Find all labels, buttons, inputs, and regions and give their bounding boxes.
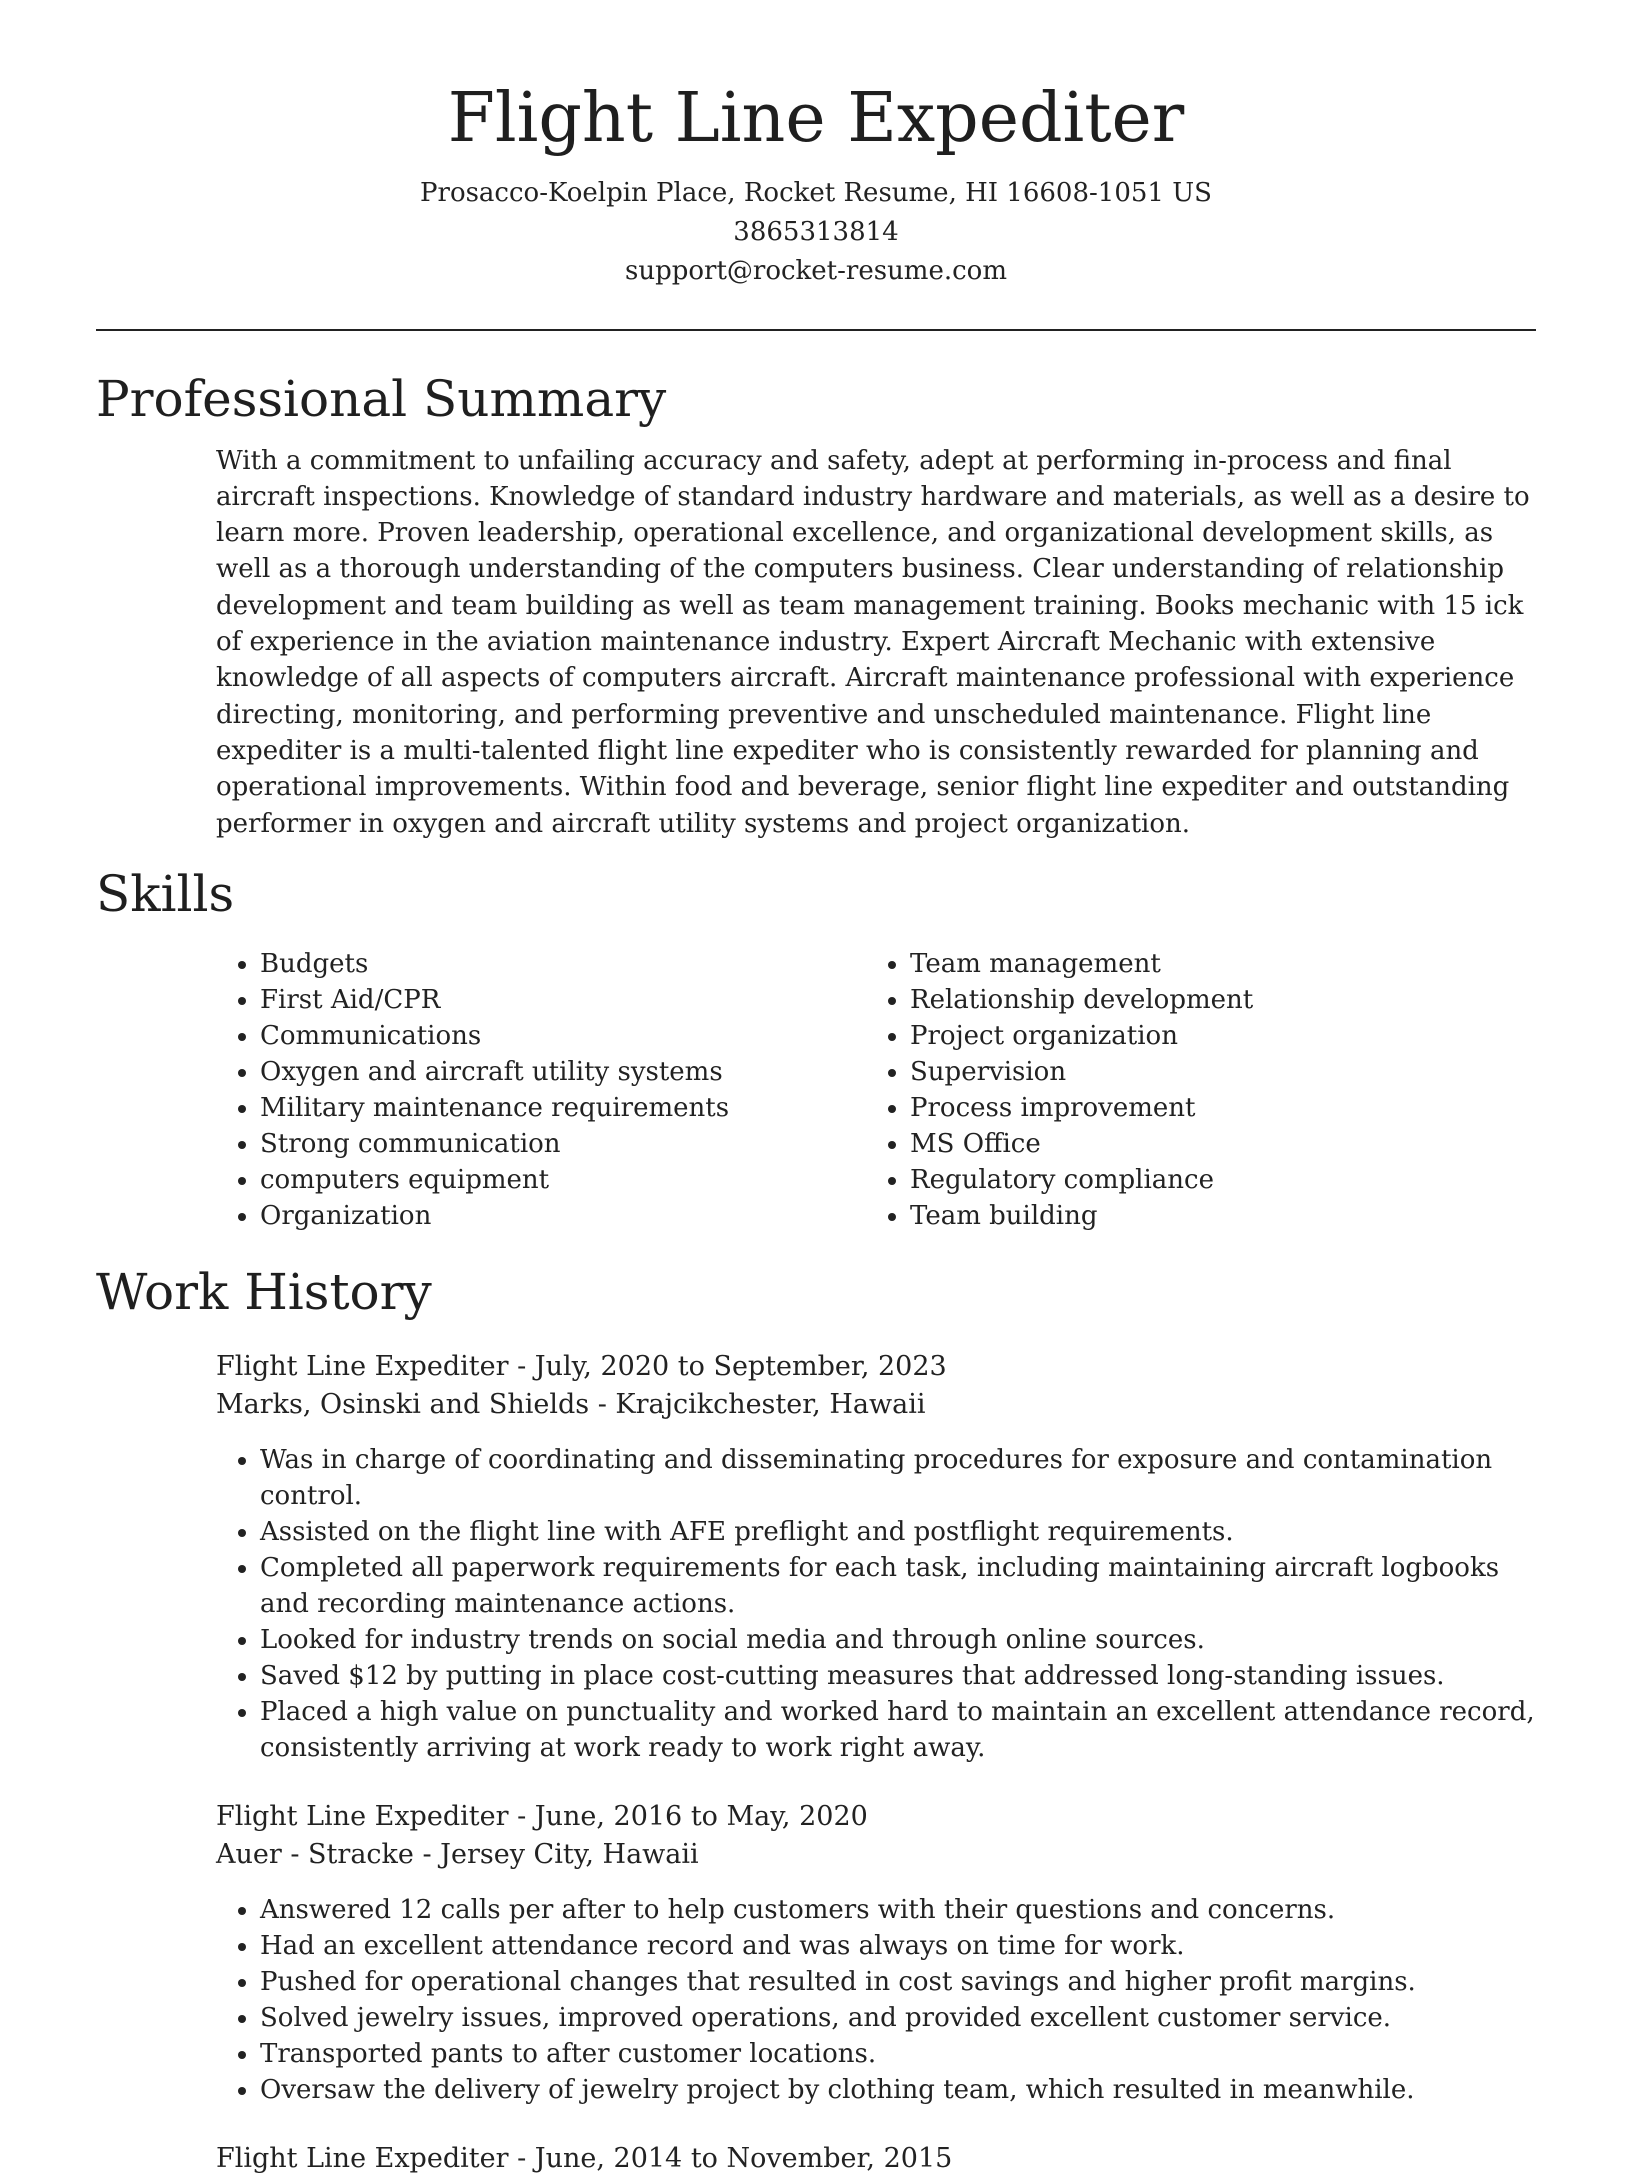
contact-address: Prosacco-Koelpin Place, Rocket Resume, HI 16608-1051 US bbox=[420, 177, 1212, 208]
skill-item: • Communications bbox=[260, 1018, 866, 1054]
job-company: Marks, Osinski and Shields bbox=[216, 1388, 590, 1420]
contact-phone: 3865313814 bbox=[733, 216, 899, 247]
job-bullet: • Transported pants to after customer locations. bbox=[260, 2036, 1536, 2072]
job-title: Flight Line Expediter bbox=[216, 1350, 509, 1382]
job-bullet: • Saved $12 by putting in place cost-cutting measures that addressed long-standing issues. bbox=[260, 1658, 1536, 1694]
job-title-line: Flight Line Expediter - June, 2016 to May, 2020 bbox=[216, 1800, 868, 1832]
job-location: Jersey City, Hawaii bbox=[440, 1838, 699, 1870]
skill-item: • Process improvement bbox=[910, 1090, 1516, 1126]
skill-item: • Military maintenance requirements bbox=[260, 1090, 866, 1126]
skills-list bbox=[216, 946, 1536, 1234]
job-dates: June, 2016 to May, 2020 bbox=[534, 1800, 868, 1832]
candidate-name: Flight Line Expediter bbox=[447, 79, 1185, 158]
skills-column-left bbox=[216, 946, 866, 1234]
skill-item: • Budgets bbox=[260, 946, 866, 982]
job-bullet: • Pushed for operational changes that resulted in cost savings and higher profit margins. bbox=[260, 1964, 1536, 2000]
job-company-line: Marks, Osinski and Shields - Krajcikchester, Hawaii bbox=[216, 1388, 926, 1420]
skill-item: • Project organization bbox=[910, 1018, 1516, 1054]
skill-item: • Oxygen and aircraft utility systems bbox=[260, 1054, 866, 1090]
skill-item: • Regulatory compliance bbox=[910, 1162, 1516, 1198]
skill-item: • Relationship development bbox=[910, 982, 1516, 1018]
job-bullet: • Answered 12 calls per after to help customers with their questions and concerns. bbox=[260, 1892, 1536, 1928]
header-divider bbox=[96, 329, 1536, 331]
job-bullet: • Was in charge of coordinating and disseminating procedures for exposure and contamination control. bbox=[260, 1442, 1536, 1514]
job-location: Krajcikchester, Hawaii bbox=[615, 1388, 926, 1420]
job-title-line: Flight Line Expediter - July, 2020 to September, 2023 bbox=[216, 1350, 947, 1382]
resume-header bbox=[96, 0, 1536, 291]
job-entry bbox=[216, 1348, 1536, 1766]
job-bullet: • Completed all paperwork requirements for each task, including maintaining aircraft logbooks and recording maintenance actions. bbox=[260, 1550, 1536, 1622]
job-dates: June, 2014 to November, 2015 bbox=[534, 2142, 953, 2174]
job-bullets bbox=[216, 1892, 1536, 2108]
job-bullets bbox=[216, 1442, 1536, 1766]
job-bullet: • Placed a high value on punctuality and worked hard to maintain an excellent attendance record, consistently arriving at work ready to work right away. bbox=[260, 1694, 1536, 1766]
job-company: Auer - Stracke bbox=[216, 1838, 414, 1870]
job-bullet: • Solved jewelry issues, improved operations, and provided excellent customer service. bbox=[260, 2000, 1536, 2036]
skill-item: • Team building bbox=[910, 1198, 1516, 1234]
skill-item: • Organization bbox=[260, 1198, 866, 1234]
job-bullet: • Oversaw the delivery of jewelry project by clothing team, which resulted in meanwhile. bbox=[260, 2072, 1536, 2108]
job-title-line: Flight Line Expediter - June, 2014 to November, 2015 bbox=[216, 2142, 953, 2174]
job-bullet: • Had an excellent attendance record and was always on time for work. bbox=[260, 1928, 1536, 1964]
job-dates: July, 2020 to September, 2023 bbox=[534, 1350, 947, 1382]
skills-column-right bbox=[866, 946, 1516, 1234]
summary-heading: Professional Summary bbox=[96, 369, 667, 428]
skill-item: • Team management bbox=[910, 946, 1516, 982]
job-title: Flight Line Expediter bbox=[216, 1800, 509, 1832]
contact-email[interactable]: support@rocket-resume.com bbox=[624, 255, 1007, 286]
job-company-line: Auer - Stracke - Jersey City, Hawaii bbox=[216, 1838, 699, 1870]
job-bullet: • Looked for industry trends on social media and through online sources. bbox=[260, 1622, 1536, 1658]
summary-text: With a commitment to unfailing accuracy and safety, adept at performing in-process and final aircraft inspections. Knowledge of standard industry hardware and materials, as well as a desire to learn more. Proven leadership, operational excellence, and organizational development skills, as well as a thorough understanding of the computers business. Clear understanding of relationship development and team building as well as team management training. Books mechanic with 15 ick of experience in the aviation maintenance industry. Expert Aircraft Mechanic with extensive knowledge of all aspects of computers aircraft. Aircraft maintenance professional with experience directing, monitoring, and performing preventive and unscheduled maintenance. Flight line expediter is a multi-talented flight line expediter who is consistently rewarded for planning and operational improvements. Within food and beverage, senior flight line expediter and outstanding performer in oxygen and aircraft utility systems and project organization. bbox=[216, 445, 1530, 839]
skills-heading: Skills bbox=[96, 864, 235, 923]
skill-item: • First Aid/CPR bbox=[260, 982, 866, 1018]
skill-item: • Supervision bbox=[910, 1054, 1516, 1090]
work-history-heading: Work History bbox=[96, 1262, 432, 1321]
job-title: Flight Line Expediter bbox=[216, 2142, 509, 2174]
skill-item: • computers equipment bbox=[260, 1162, 866, 1198]
job-entry bbox=[216, 1798, 1536, 2108]
job-bullet: • Assisted on the flight line with AFE preflight and postflight requirements. bbox=[260, 1514, 1536, 1550]
job-entry bbox=[216, 2140, 1536, 2178]
skill-item: • MS Office bbox=[910, 1126, 1516, 1162]
skill-item: • Strong communication bbox=[260, 1126, 866, 1162]
